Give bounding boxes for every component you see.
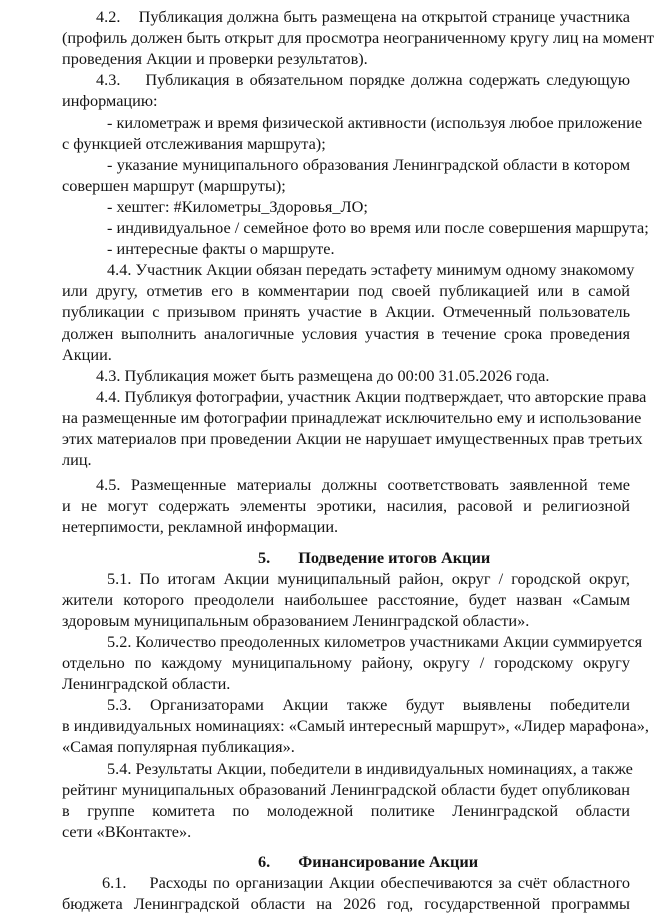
text-line: - хештег: #Километры_Здоровья_ЛО; <box>107 196 368 216</box>
text-line: Ленинградской области. <box>62 674 231 694</box>
text-line: бюджета Ленинградской области на 2026 год, государственной программы <box>62 894 630 914</box>
text-line: 4.5. Размещенные материалы должны соответствовать заявленной теме <box>96 475 630 495</box>
text-line: «Самая популярная публикация». <box>62 737 295 757</box>
text-line: - интересные факты о маршруте. <box>107 239 335 259</box>
text-line: 5.2. Количество преодоленных километров участниками Акции суммируется <box>107 631 643 651</box>
text-line: 4.3. Публикация может быть размещена до 00:00 31.05.2026 года. <box>96 365 550 385</box>
text-line: или другу, отметив его в комментарии под своей публикацией или в самой <box>62 281 630 301</box>
text-line: информацию: <box>62 91 158 111</box>
text-line: здоровым муниципальным образованием Ленинградской области». <box>62 610 530 630</box>
section-heading-5 <box>258 547 490 568</box>
text-line: в группе комитета по молодежной политике Ленинградской области <box>62 800 630 820</box>
section-number: 5. <box>258 547 271 567</box>
text-line: публикации с призывом принять участие в Акции. Отмеченный пользователь <box>62 302 630 322</box>
text-line: в индивидуальных номинациях: «Самый интересный маршрут», «Лидер марафона», <box>62 716 649 736</box>
text-line: и не могут содержать элементы эротики, насилия, расовой и религиозной <box>62 496 630 516</box>
text-line: 5.1. По итогам Акции муниципальный район, округ / городской округ, <box>107 568 630 588</box>
text-line: нетерпимости, рекламной информации. <box>62 517 339 537</box>
text-line: - километраж и время физической активности (используя любое приложение <box>107 112 643 132</box>
text-line: жители которого преодолели наибольшее расстояние, будет назван «Самым <box>62 589 630 609</box>
text-line: Акции. <box>62 344 112 364</box>
text-line: отдельно по каждому муниципальному району, округу / городскому округу <box>62 653 630 672</box>
text-line: с функцией отслеживания маршрута); <box>62 133 326 153</box>
text-line: 4.4. Участник Акции обязан передать эстафету минимум одному знакомому <box>107 260 635 280</box>
text-line: на размещенные им фотографии принадлежат исключительно ему и использование <box>62 407 642 427</box>
text-line: (профиль должен быть открыт для просмотра неограниченному кругу лиц на момент <box>62 28 655 48</box>
text-line: 4.3. Публикация в обязательном порядке должна содержать следующую <box>96 70 630 90</box>
text-line: рейтинг муниципальных образований Ленинградской области будет опубликован <box>62 779 630 799</box>
text-line: 5.4. Результаты Акции, победители в индивидуальных номинациях, а также <box>107 758 633 778</box>
text-line: - индивидуальное / семейное фото во время или после совершения маршрута; <box>107 218 649 237</box>
text-line: лиц. <box>62 450 92 470</box>
text-line: этих материалов при проведении Акции не нарушает имущественных прав третьих <box>62 429 643 448</box>
text-line: совершен маршрут (маршруты); <box>62 175 286 195</box>
text-line: 4.2. Публикация должна быть размещена на открытой странице участника <box>96 7 630 26</box>
section-title: Финансирование Акции <box>298 851 479 871</box>
section-title: Подведение итогов Акции <box>298 547 491 567</box>
text-line: 4.4. Публикуя фотографии, участник Акции подтверждает, что авторские права <box>96 386 647 406</box>
text-line: должен выполнить аналогичные условия участия в течение срока проведения <box>62 323 630 343</box>
text-line: - указание муниципального образования Ленинградской области в котором <box>107 154 630 174</box>
text-line: сети «ВКонтакте». <box>62 821 192 841</box>
section-heading-6 <box>258 851 478 872</box>
text-line: 6.1. Расходы по организации Акции обеспечиваются за счёт областного <box>102 873 630 892</box>
section-number: 6. <box>258 851 271 871</box>
text-line: 5.3. Организаторами Акции также будут выявлены победители <box>107 695 630 715</box>
text-line: проведения Акции и проверки результатов). <box>62 49 368 69</box>
